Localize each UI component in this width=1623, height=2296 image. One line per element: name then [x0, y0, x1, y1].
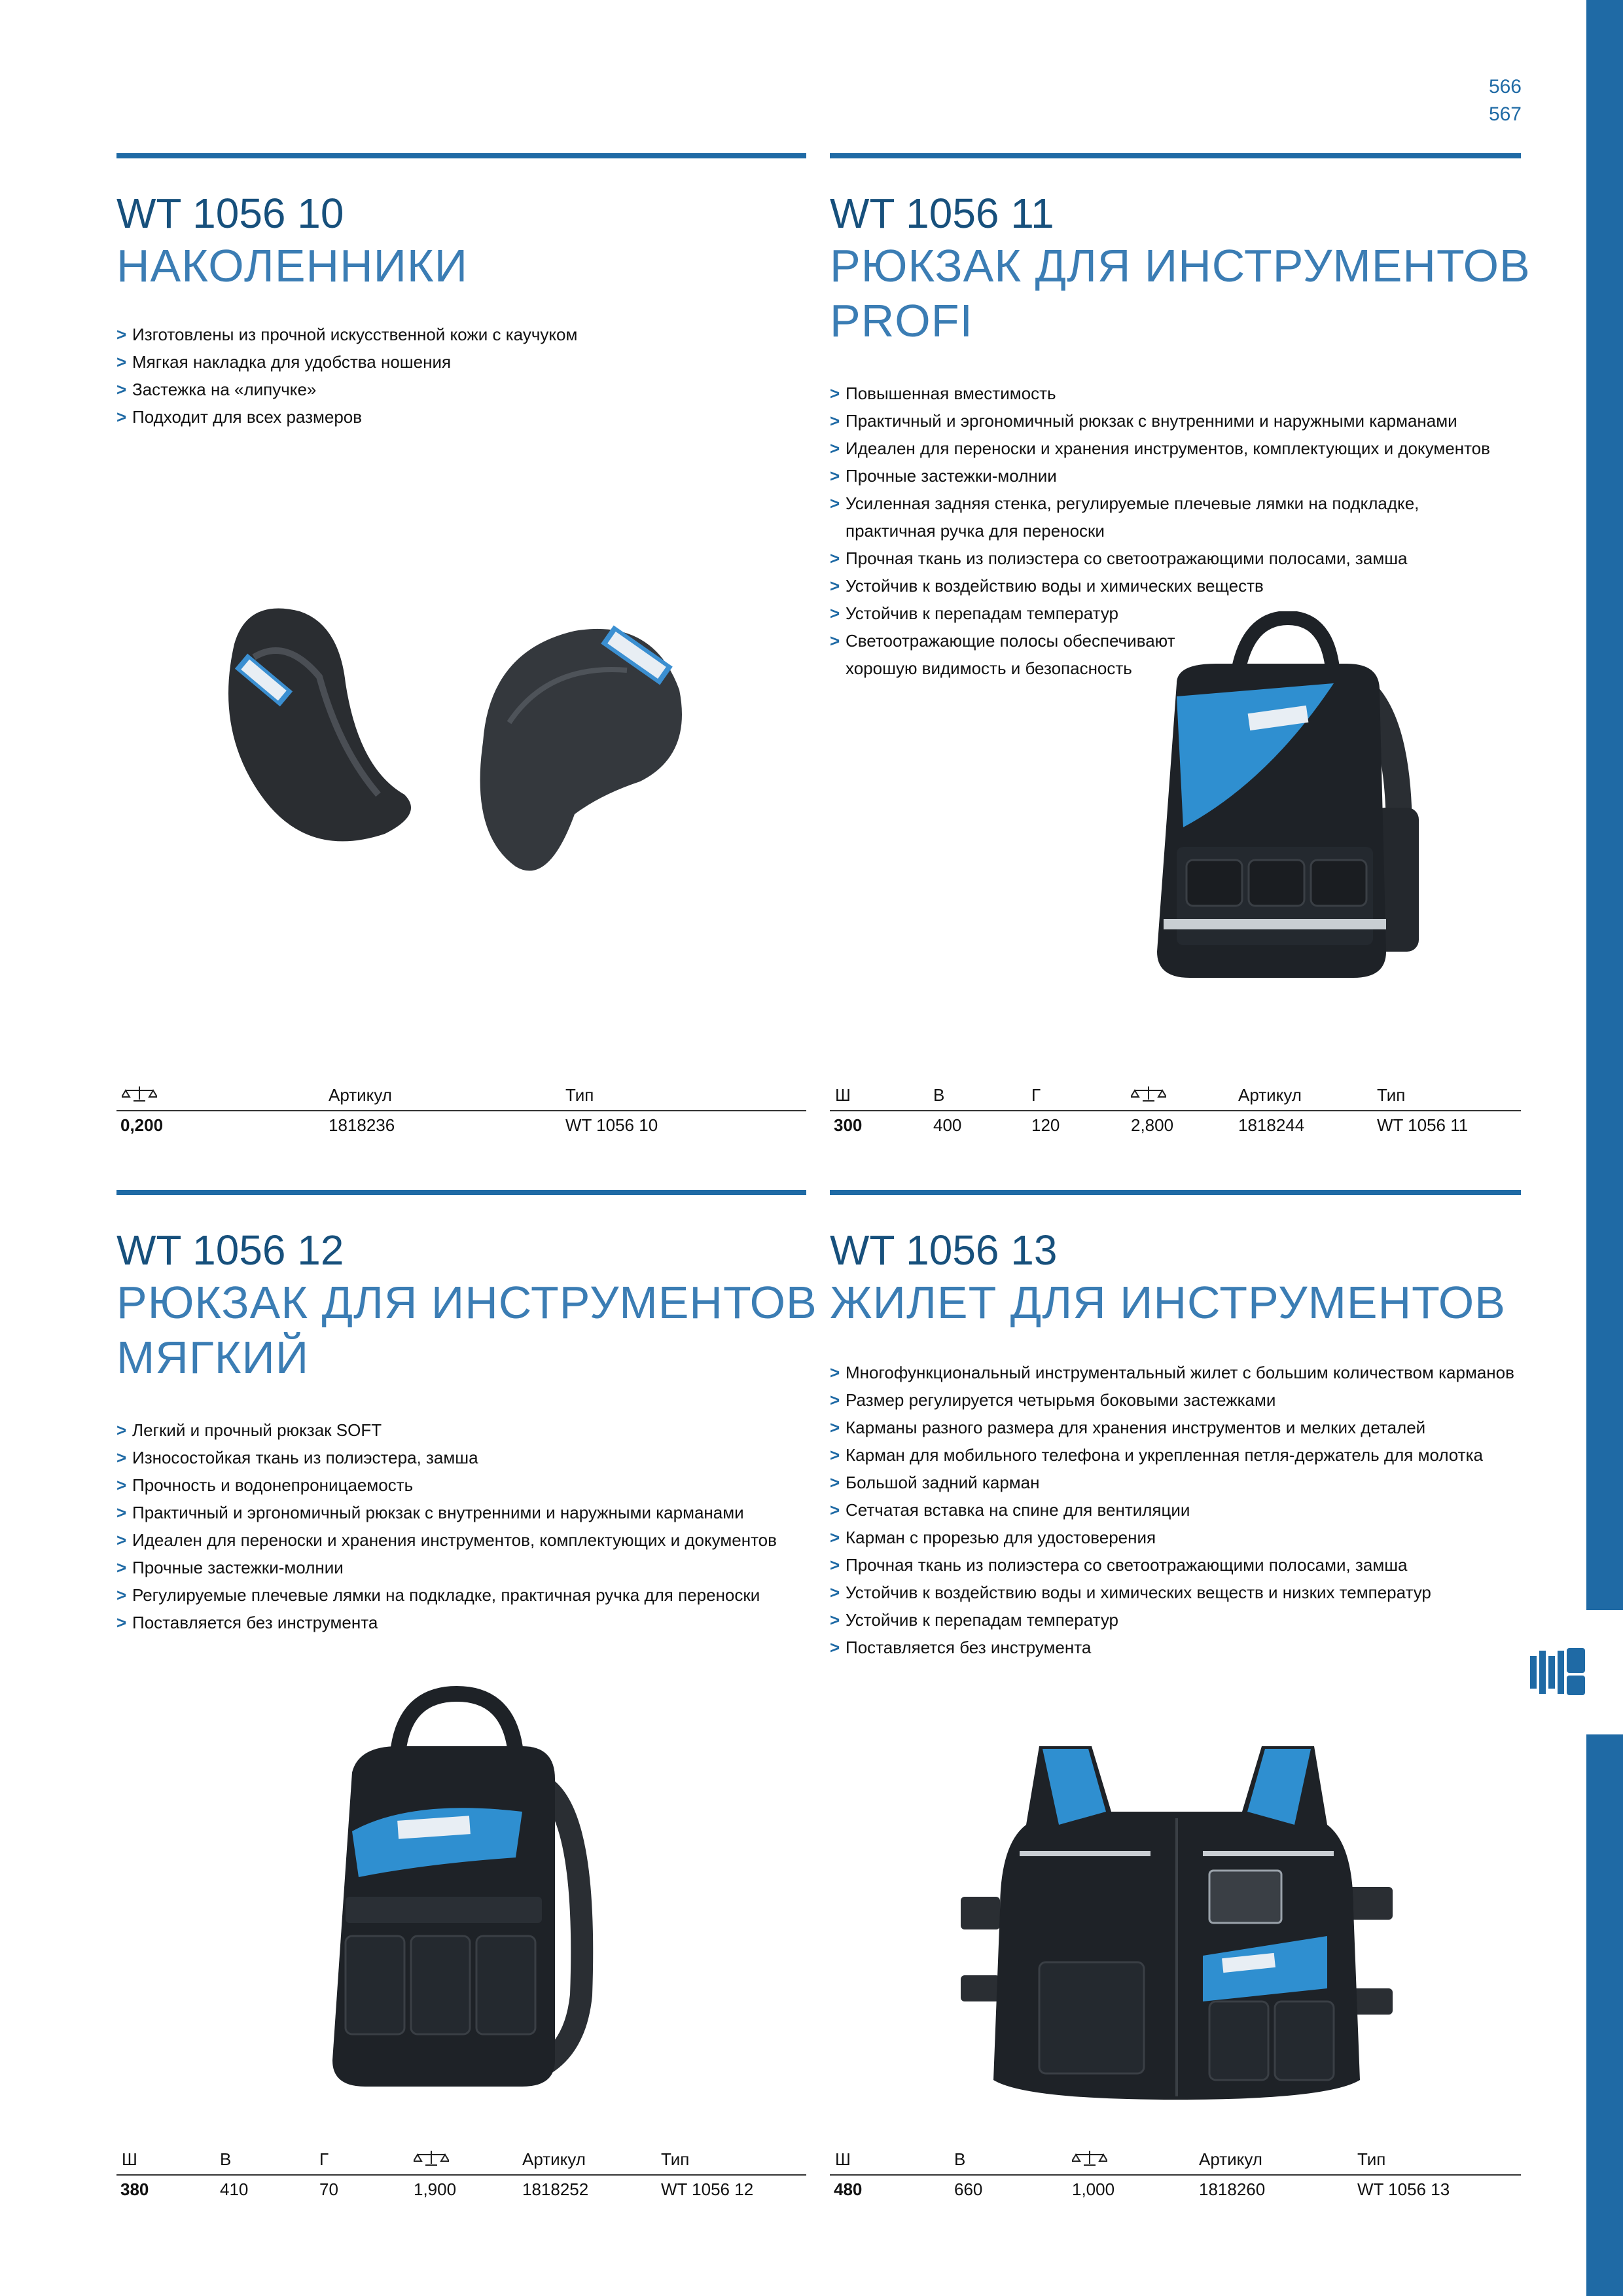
spec-depth: 120 [1031, 1115, 1060, 1135]
feature-list [830, 1359, 1514, 1661]
feature-item: > Светоотражающие полосы обеспечивают хорошую видимость и безопасность [830, 627, 1490, 682]
feature-list [116, 321, 577, 431]
chevron-right-icon: > [116, 1503, 127, 1522]
feature-item: > Практичный и эргономичный рюкзак с внутренними и наружными карманами [830, 407, 1490, 435]
spec-article: 1818236 [329, 1115, 395, 1135]
feature-item: > Поставляется без инструмента [830, 1634, 1514, 1661]
section-rule [116, 1190, 806, 1195]
chevron-right-icon: > [116, 1558, 127, 1577]
spec-weight: 1,000 [1072, 2179, 1115, 2199]
backpack-profi-image [1137, 611, 1458, 1017]
feature-item: > Практичный и эргономичный рюкзак с внутренними и наружными карманами [116, 1499, 777, 1526]
knee-pad-right [480, 626, 682, 871]
product-title-line: МЯГКИЙ [116, 1332, 310, 1383]
spec-header-article: Артикул [1238, 1085, 1302, 1105]
spec-width: 480 [834, 2179, 863, 2199]
product-code: WT 1056 13 [830, 1227, 1058, 1274]
product-block-wt-1056-11 [830, 153, 1531, 1135]
spec-header-width: Ш [835, 1085, 851, 1105]
backpack-soft-image [306, 1681, 620, 2113]
feature-item: > Износостойкая ткань из полиэстера, замша [116, 1444, 777, 1471]
feature-item: > Прочная ткань из полиэстера со светоотражающими полосами, замша [830, 545, 1490, 572]
chevron-right-icon: > [830, 1363, 840, 1382]
product-title [116, 1275, 817, 1385]
product-block-wt-1056-10 [116, 153, 806, 1135]
chevron-right-icon: > [830, 493, 840, 513]
feature-item: > Устойчив к перепадам температур [830, 1606, 1514, 1634]
chevron-right-icon: > [830, 548, 840, 568]
feature-item: > Поставляется без инструмента [116, 1609, 777, 1636]
feature-item: > Прочность и водонепроницаемость [116, 1471, 777, 1499]
chevron-right-icon: > [830, 466, 840, 486]
weight-icon [414, 2149, 449, 2171]
spec-height: 410 [220, 2179, 249, 2199]
spec-article: 1818260 [1199, 2179, 1266, 2199]
feature-item: > Многофункциональный инструментальный жилет с большим количеством карманов [830, 1359, 1514, 1386]
chevron-right-icon: > [116, 1475, 127, 1495]
chevron-right-icon: > [830, 1638, 840, 1657]
spec-value-row [830, 1109, 1521, 1135]
feature-item: > Устойчив к воздействию воды и химических веществ [830, 572, 1490, 600]
chevron-right-icon: > [116, 1585, 127, 1605]
product-block-wt-1056-13 [830, 1190, 1521, 2211]
spec-width: 380 [120, 2179, 149, 2199]
feature-item: > Прочные застежки-молнии [116, 1554, 777, 1581]
feature-item: > Застежка на «липучке» [116, 376, 577, 403]
weight-icon [122, 1085, 157, 1107]
feature-item: > Прочная ткань из полиэстера со светоотражающими полосами, замша [830, 1551, 1514, 1579]
weight-icon [1072, 2149, 1107, 2171]
spec-table [830, 2147, 1521, 2199]
tool-vest-image [961, 1740, 1393, 2106]
spec-article: 1818244 [1238, 1115, 1305, 1135]
chevron-right-icon: > [116, 407, 127, 427]
chevron-right-icon: > [830, 1473, 840, 1492]
feature-item: > Устойчив к воздействию воды и химических веществ и низких температур [830, 1579, 1514, 1606]
spec-header-type: Тип [565, 1085, 594, 1105]
spec-weight: 2,800 [1131, 1115, 1174, 1135]
chevron-right-icon: > [830, 1418, 840, 1437]
product-block-wt-1056-12 [116, 1190, 817, 2211]
spec-header-depth: Г [319, 2149, 329, 2169]
chevron-right-icon: > [830, 1583, 840, 1602]
spec-header-row [830, 2147, 1521, 2173]
spec-header-type: Тип [1377, 1085, 1406, 1105]
spec-header-width: Ш [835, 2149, 851, 2169]
feature-item: > Повышенная вместимость [830, 380, 1490, 407]
product-code: WT 1056 12 [116, 1227, 344, 1274]
spec-table [830, 1083, 1521, 1135]
page-number-right: 567 [1488, 103, 1522, 125]
product-title [116, 238, 468, 293]
spec-table [116, 2147, 806, 2199]
feature-item: > Сетчатая вставка на спине для вентиляции [830, 1496, 1514, 1524]
spec-header-height: В [933, 1085, 945, 1105]
spec-header-width: Ш [122, 2149, 137, 2169]
spec-header-article: Артикул [1199, 2149, 1262, 2169]
weight-icon [1131, 1085, 1166, 1107]
chevron-right-icon: > [830, 1390, 840, 1410]
feature-item: > Регулируемые плечевые лямки на подкладке, практичная ручка для переноски [116, 1581, 777, 1609]
page-number-left: 566 [1488, 76, 1522, 98]
spec-header-article: Артикул [329, 1085, 392, 1105]
feature-item: > Карманы разного размера для хранения инструментов и мелких деталей [830, 1414, 1514, 1441]
product-title-line: ЖИЛЕТ ДЛЯ ИНСТРУМЕНТОВ [830, 1277, 1506, 1328]
feature-item: > Легкий и прочный рюкзак SOFT [116, 1416, 777, 1444]
product-title [830, 1275, 1506, 1330]
chevron-right-icon: > [116, 1613, 127, 1632]
chevron-right-icon: > [116, 325, 127, 344]
chevron-right-icon: > [116, 1448, 127, 1467]
page-numbers [1489, 73, 1522, 128]
spec-value-row [116, 2173, 806, 2199]
tools-section-icon [1525, 1636, 1590, 1708]
chevron-right-icon: > [116, 1420, 127, 1440]
feature-list [116, 1416, 777, 1636]
chevron-right-icon: > [830, 1555, 840, 1575]
spec-article: 1818252 [522, 2179, 589, 2199]
spec-depth: 70 [319, 2179, 338, 2199]
spec-header-article: Артикул [522, 2149, 586, 2169]
section-rule [116, 153, 806, 158]
chevron-right-icon: > [116, 380, 127, 399]
feature-item: > Идеален для переноски и хранения инструментов, комплектующих и документов [116, 1526, 777, 1554]
spec-weight: 0,200 [120, 1115, 164, 1135]
section-rule [830, 1190, 1521, 1195]
product-title-line: РЮКЗАК ДЛЯ ИНСТРУМЕНТОВ [830, 240, 1531, 291]
chevron-right-icon: > [830, 1500, 840, 1520]
knee-pads-image [208, 598, 705, 906]
chevron-right-icon: > [830, 411, 840, 431]
product-title-line: РЮКЗАК ДЛЯ ИНСТРУМЕНТОВ [116, 1277, 817, 1328]
spec-type: WT 1056 10 [565, 1115, 658, 1135]
spec-height: 400 [933, 1115, 962, 1135]
spec-height: 660 [954, 2179, 983, 2199]
product-code: WT 1056 11 [830, 190, 1054, 237]
feature-item: > Карман с прорезью для удостоверения [830, 1524, 1514, 1551]
feature-item: > Устойчив к перепадам температур [830, 600, 1490, 627]
product-title-line: НАКОЛЕННИКИ [116, 240, 469, 291]
knee-pad-left [228, 609, 411, 842]
spec-value-row [116, 1109, 806, 1135]
side-color-bar [1586, 0, 1623, 1610]
chevron-right-icon: > [830, 1610, 840, 1630]
feature-item: > Мягкая накладка для удобства ношения [116, 348, 577, 376]
spec-header-row [116, 1083, 806, 1109]
spec-weight: 1,900 [414, 2179, 457, 2199]
product-title-line: PROFI [830, 295, 973, 346]
spec-header-height: В [220, 2149, 232, 2169]
section-rule [830, 153, 1521, 158]
feature-item: > Большой задний карман [830, 1469, 1514, 1496]
spec-type: WT 1056 13 [1357, 2179, 1450, 2199]
spec-type: WT 1056 11 [1377, 1115, 1469, 1135]
spec-type: WT 1056 12 [661, 2179, 754, 2199]
chevron-right-icon: > [830, 439, 840, 458]
spec-table [116, 1083, 806, 1135]
chevron-right-icon: > [116, 1530, 127, 1550]
chevron-right-icon: > [830, 576, 840, 596]
spec-header-type: Тип [1357, 2149, 1386, 2169]
feature-item: > Карман для мобильного телефона и укрепленная петля-держатель для молотка [830, 1441, 1514, 1469]
product-title [830, 238, 1531, 348]
spec-value-row [830, 2173, 1521, 2199]
chevron-right-icon: > [830, 1445, 840, 1465]
chevron-right-icon: > [830, 1528, 840, 1547]
chevron-right-icon: > [830, 631, 840, 651]
spec-header-type: Тип [661, 2149, 690, 2169]
chevron-right-icon: > [830, 384, 840, 403]
spec-header-height: В [954, 2149, 966, 2169]
chevron-right-icon: > [116, 352, 127, 372]
feature-item: > Усиленная задняя стенка, регулируемые плечевые лямки на подкладке, практичная ручка для переноски [830, 490, 1490, 545]
side-color-bar-lower [1586, 1734, 1623, 2296]
product-code: WT 1056 10 [116, 190, 344, 237]
spec-header-row [830, 1083, 1521, 1109]
feature-item: > Прочные застежки-молнии [830, 462, 1490, 490]
feature-item: > Подходит для всех размеров [116, 403, 577, 431]
spec-header-depth: Г [1031, 1085, 1041, 1105]
feature-item: > Изготовлены из прочной искусственной кожи с каучуком [116, 321, 577, 348]
chevron-right-icon: > [830, 603, 840, 623]
spec-header-row [116, 2147, 806, 2173]
spec-width: 300 [834, 1115, 863, 1135]
feature-item: > Размер регулируется четырьмя боковыми застежками [830, 1386, 1514, 1414]
feature-item: > Идеален для переноски и хранения инструментов, комплектующих и документов [830, 435, 1490, 462]
